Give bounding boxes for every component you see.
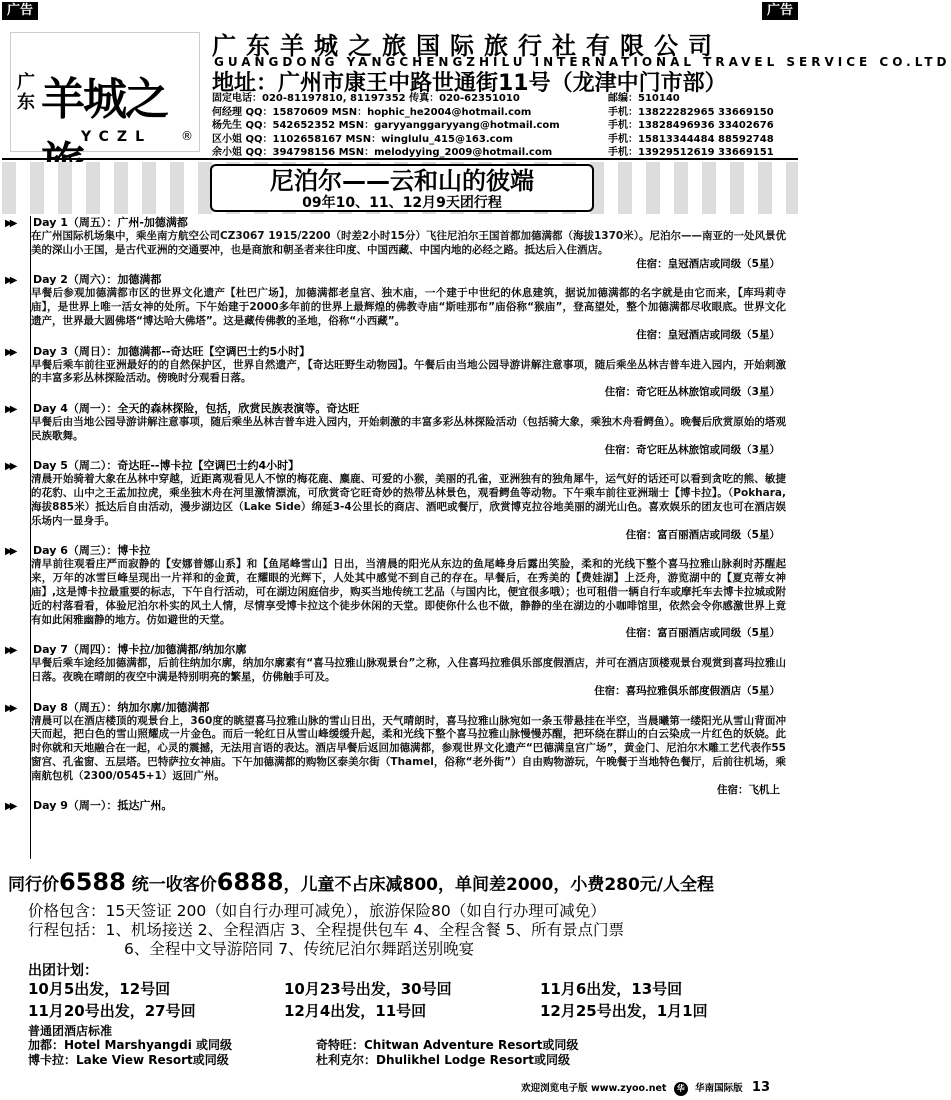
day-description: 在广州国际机场集中，乘坐南方航空公司CZ3067 1915/2200（时差2小时15分）飞往尼泊尔王国首都加德满都（海拔1370米）。尼泊尔——南亚的一处风景优美的深山小王国，是古代亚洲的交通要冲，也是商旅和朝圣者来往印度、中国西藏、中国内地的必经之路。抵达后入住酒店。 [31, 230, 786, 256]
day-accommodation: 住宿：皇冠酒店或同级（5星） [636, 328, 780, 341]
day-heading: Day 1（周五）：广州-加德满都 [33, 216, 188, 229]
tour-title-box [210, 164, 594, 212]
hotel-entry: 加都：Hotel Marshyangdi 或同级 [28, 1038, 233, 1052]
day-description: 清晨开始骑着大象在丛林中穿越，近距离观看见人不惊的梅花鹿、麋鹿、可爱的小猴，美丽的孔雀，亚洲独有的独角犀牛，运气好的话还可以看到贪吃的熊、敏捷的花豹、山中之王孟加拉虎，乘坐独木舟在河里激情漂流，可欣赏奇它旺奇妙的热带丛林景色，观看鳄鱼等动物。下午乘车前往亚洲瑞士【博卡拉】。（Pokhara,海拔885米）抵达后自由活动，漫步湖边区（Lake Side）绵延3-4公里长的商店、酒吧或餐厅，欣赏博克拉谷地美丽的湖光山色。喜欢娱乐的团友也可在酒店娱乐场内一显身手。 [31, 473, 786, 527]
day-heading: Day 4（周一）：全天的森林探险，包括，欣赏民族表演等。奇达旺 [33, 401, 360, 415]
publication-logo-icon: 华 [674, 1082, 688, 1096]
play-arrows-icon: ▶▶ [5, 218, 15, 229]
contact-line: 区小姐 QQ：1102658167 MSN：winglulu_415@163.com [212, 133, 513, 145]
day-accommodation: 住宿：富百丽酒店或同级（5星） [625, 528, 780, 541]
itinerary-day [5, 643, 786, 698]
play-arrows-icon: ▶▶ [5, 702, 15, 714]
hotel-standard-list [28, 1038, 790, 1068]
day-accommodation: 住宿：飞机上 [717, 783, 780, 796]
retail-price: 6888 [216, 868, 284, 896]
logo-subtitle: YCZL [81, 129, 152, 145]
ad-tag-left: 广告 [2, 2, 38, 20]
contact-line: 手机：13822282965 33669150 [608, 106, 774, 118]
contact-line: 手机：15813344484 88592748 [608, 133, 774, 145]
day-accommodation: 住宿：富百丽酒店或同级（5星） [625, 627, 780, 640]
day-heading: Day 2（周六）：加德满都 [33, 273, 162, 287]
day-description: 早餐后乘车途经加德满都，后前往纳加尔廓，纳加尔廓素有“喜马拉雅山脉观景台”之称，入住喜玛拉雅俱乐部度假酒店，并可在酒店顶楼观景台观赏到喜玛拉雅山日落。夜晚在晴朗的夜空中满是特别明亮的繁星，仿佛触手可及。 [31, 657, 786, 683]
company-name: 广东羊城之旅国际旅行社有限公司 [212, 32, 722, 60]
day-description: 清晨可以在酒店楼顶的观景台上，360度的眺望喜马拉雅山脉的雪山日出，天气晴朗时，喜马拉雅山脉宛如一条玉带悬挂在半空，当晨曦第一缕阳光从雪山背面冲天而起，把白色的雪山照耀成一片金色。而后一轮红日从雪山峰缓缓升起，柔和光线下整个喜马拉雅山脉慢慢苏醒，把环绕在群山的白云染成一片红色的妖娆。此时你就和天地融合在一起，心灵的震撼，无法用言语的表达。酒店早餐后返回加德满都，参观世界文化遗产“巴德满皇宫广场”，黄金门、尼泊尔木雕工艺代表作55窗宫、孔雀窗、五层塔。巴特萨拉女神庙。下午加德满都的购物区泰美尔街（Thamel，俗称“老外街”）自由购物游玩，午晚餐于当地特色餐厅，后前往机场，乘南航包机（2300/0545+1）返回广州。 [31, 714, 786, 782]
footer-website[interactable]: 欢迎浏览电子版 www.zyoo.net [521, 1083, 667, 1094]
itinerary-day [5, 799, 786, 813]
itinerary-day [5, 700, 786, 798]
day-heading: Day 9（周一）：抵达广州。 [33, 799, 173, 813]
play-arrows-icon: ▶▶ [5, 546, 15, 558]
price-includes [28, 902, 790, 959]
day-accommodation: 住宿：喜玛拉雅俱乐部度假酒店（5星） [594, 684, 780, 697]
peer-price-label: 同行价 [8, 875, 59, 895]
schedule-title: 出团计划： [28, 963, 98, 979]
day-description: 早餐后参观加德满都市区的世界文化遗产【杜巴广场】，加德满都老皇宫、独木庙，一个建于中世纪的休息建筑，据说加德满都的名字就是由它而来，【库玛莉寺庙】，是世界上唯一活女神的处所。下午始建于2000多年前的世界上最辉煌的佛教寺庙“斯哇那布”庙俗称“猴庙”，登高望处，整个加德满都尽收眼底。世界文化遗产，世界最大圆佛塔“博达哈大佛塔”。这是藏传佛教的圣地，俗称“小西藏”。 [31, 287, 786, 327]
page-number: 13 [751, 1080, 770, 1095]
company-english-name: GUANGDONG YANGCHENGZHILU INTERNATIONAL TRAVEL SERVICE CO.LTD [214, 55, 951, 69]
play-arrows-icon: ▶▶ [5, 461, 15, 473]
play-arrows-icon: ▶▶ [5, 346, 15, 358]
hotel-entry: 博卡拉：Lake View Resort或同级 [28, 1053, 229, 1067]
contact-line: 余小姐 QQ：394798156 MSN：melodyying_2009@hotmail.com [212, 147, 553, 158]
day-description: 早餐后由当地公园导游讲解注意事项，随后乘坐丛林吉普车进入园内，开始刺激的丰富多彩丛林探险活动（包括骑大象，乘独木舟看鳄鱼）。晚餐后欣赏原始的塔观民族歌舞。 [31, 415, 786, 442]
contact-line: 邮编：510140 [608, 93, 680, 104]
day-accommodation: 住宿：奇它旺丛林旅馆或同级（3星） [604, 443, 780, 456]
itinerary-day [5, 459, 786, 542]
itinerary-day [5, 273, 786, 342]
day-description: 早餐后乘车前往亚洲最好的的自然保护区，世界自然遗产，【奇达旺野生动物园】。午餐后由当地公园导游讲解注意事项，随后乘坐丛林吉普车进入园内，开始刺激的丰富多彩丛林探险活动。傍晚时分观看日落。 [31, 358, 786, 385]
title-band [2, 162, 798, 214]
itinerary-day [5, 544, 786, 641]
itinerary [5, 216, 786, 859]
play-arrows-icon: ▶▶ [5, 801, 15, 813]
logo-mark: 羊城之 [41, 74, 167, 125]
hotel-entry: 杜利克尔：Dhulikhel Lodge Resort或同级 [316, 1053, 571, 1067]
contact-line: 手机：13929512619 33669151 [608, 147, 774, 158]
day-description: 清早前往观看庄严而寂静的【安娜普娜山系】和【鱼尾峰雪山】日出，当清晨的阳光从东边的鱼尾峰身后露出笑脸，柔和的光线下整个喜马拉雅山脉刹时苏醒起来，万年的冰雪巨峰呈现出一片祥和的金黄，在耀眼的光辉下，人处其中感觉不到自己的存在。早餐后，在秀美的【费娃湖】上泛舟，游览湖中的【夏克蒂女神庙】,这是博卡拉最重要的标志，下午自行活动，可在湖边闲庭信步，购买当地传统工艺品（与国内比，便宜很多哦）；也可租借一辆自行车或摩托车去博卡拉城或附近的村落看看，体验尼泊尔朴实的风土人情，尽情享受博卡拉这个徒步休闲的天堂。即使你什么也不做，静静的坐在湖边的小咖啡馆里，依然会令你感激世界上竟有如此闲雅幽静的地方。仿如避世的天堂。 [31, 558, 786, 626]
footer-brand: 华南国际版 [695, 1083, 743, 1094]
day-heading: Day 8（周五）：纳加尔廓/加德满都 [33, 700, 210, 714]
departure-date: 10月5出发，12号回 [28, 980, 171, 998]
day-heading: Day 5（周二）：奇达旺--博卡拉【空调巴士约4小时】 [33, 459, 300, 473]
contact-line: 杨先生 QQ：542652352 MSN：garyyanggaryyang@hotmail.com [212, 120, 560, 131]
company-address: 地址：广州市康王中路世通街11号（龙津中门市部） [212, 71, 727, 96]
includes-line: 行程包括：1、机场接送 2、全程酒店 3、全程提供包车 4、全程含餐 5、所有景点门票 [28, 921, 625, 939]
day-accommodation: 住宿：皇冠酒店或同级（5星） [636, 257, 780, 270]
day-accommodation: 住宿：奇它旺丛林旅馆或同级（3星） [604, 386, 780, 399]
includes-line: 6、全程中文导游陪同 7、传统尼泊尔舞蹈送别晚宴 [124, 940, 475, 958]
contact-list-right [608, 92, 774, 160]
departure-date: 12月4出发，11号回 [284, 1002, 427, 1020]
company-header [2, 20, 951, 160]
tour-subtitle: 09年10、11、12月9天团行程 [302, 195, 502, 211]
day-heading: Day 6（周三）：博卡拉 [33, 544, 151, 558]
contact-line: 手机：13828496936 33402676 [608, 120, 774, 131]
hotel-entry: 奇特旺：Chitwan Adventure Resort或同级 [316, 1038, 579, 1052]
hotel-row [28, 1038, 790, 1053]
play-arrows-icon: ▶▶ [5, 275, 15, 287]
itinerary-day [5, 344, 786, 400]
company-logo [10, 32, 200, 152]
play-arrows-icon: ▶▶ [5, 403, 15, 415]
departure-date: 11月20号出发，27号回 [28, 1002, 196, 1020]
logo-province: 广东 [17, 72, 35, 113]
day-heading: Day 7（周四）：博卡拉/加德满都/纳加尔廓 [33, 643, 247, 657]
ad-tag-right: 广告 [762, 2, 798, 20]
hotel-row [28, 1053, 790, 1068]
schedule-row [28, 1000, 790, 1022]
retail-price-label: 统一收客价 [131, 875, 217, 895]
play-arrows-icon: ▶▶ [5, 645, 15, 657]
itinerary-day [5, 401, 786, 457]
includes-line: 价格包含：15天签证 200（如自行办理可减免），旅游保险80（如自行办理可减免） [28, 902, 606, 920]
peer-price: 6588 [59, 868, 126, 896]
contact-line: 固定电话：020-81197810, 81197352 传真：020-62351010 [212, 93, 520, 104]
price-line [8, 868, 792, 896]
itinerary-day [5, 216, 786, 271]
contact-line: 何经理 QQ：15870609 MSN：hophic_he2004@hotmail.com [212, 106, 532, 118]
departure-date: 10月23号出发，30号回 [284, 980, 452, 998]
page-footer [2, 1078, 798, 1098]
schedule-row [28, 978, 790, 1000]
departure-schedule [28, 978, 790, 1022]
hotel-standard-title: 普通团酒店标准 [28, 1024, 113, 1038]
contact-list-left [212, 92, 560, 160]
departure-date: 11月6出发，13号回 [540, 980, 683, 998]
tour-title: 尼泊尔——云和山的彼端 [270, 167, 534, 195]
price-notes: ，儿童不占床减800，单间差2000，小费280元/人全程 [283, 875, 715, 895]
registered-icon: ® [181, 129, 193, 143]
day-heading: Day 3（周日）：加德满都--奇达旺【空调巴士约5小时】 [33, 344, 311, 358]
departure-date: 12月25号出发，1月1回 [540, 1002, 708, 1020]
